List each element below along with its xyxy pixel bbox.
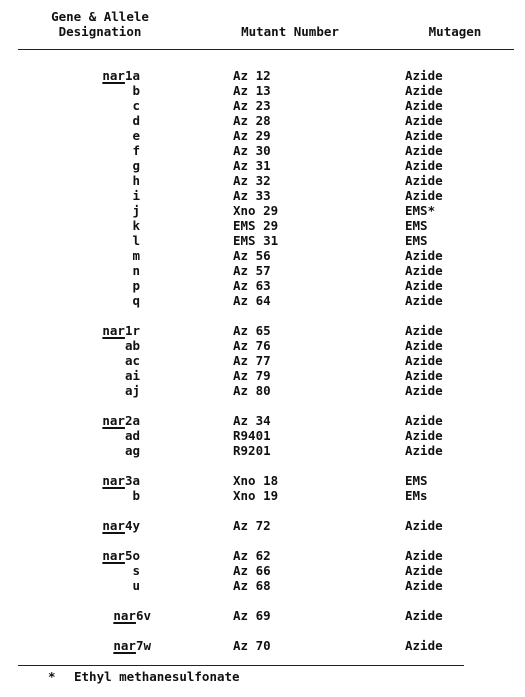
table-row	[0, 233, 525, 248]
gene-allele-cell	[125, 428, 140, 443]
table-row	[0, 98, 525, 113]
table-row	[0, 473, 525, 488]
mutant-number-cell: Az 70	[233, 638, 271, 653]
allele-designation: g	[132, 158, 140, 173]
gene-allele-cell	[132, 188, 140, 203]
allele-designation: ab	[124, 338, 140, 353]
mutagen-cell: Azide	[405, 443, 443, 458]
mutagen-cell: Azide	[405, 278, 443, 293]
allele-designation: k	[132, 218, 140, 233]
table-row	[0, 383, 525, 398]
mutant-number-cell: Az 62	[233, 548, 271, 563]
table-row	[0, 293, 525, 308]
mutant-number-cell: Az 66	[233, 563, 271, 578]
table-row	[0, 173, 525, 188]
gene-allele-cell	[102, 68, 140, 83]
allele-designation: aj	[124, 383, 140, 398]
mutant-number-cell: Xno 29	[233, 203, 279, 218]
gene-allele-column-header	[20, 9, 180, 39]
mutant-number-cell: Az 57	[233, 263, 271, 278]
mutagen-cell: Azide	[405, 368, 443, 383]
allele-designation: ai	[124, 368, 140, 383]
allele-designation: e	[132, 128, 140, 143]
table-row	[0, 143, 525, 158]
allele-designation: 1r	[124, 323, 140, 338]
table-row	[0, 113, 525, 128]
gene-allele-cell	[132, 143, 140, 158]
gene-symbol: nar	[102, 413, 125, 428]
table-row	[0, 128, 525, 143]
gene-allele-cell	[125, 443, 140, 458]
gene-symbol: nar	[102, 68, 125, 83]
gene-allele-cell	[132, 293, 140, 308]
gene-header-line-1: Gene & Allele	[51, 9, 149, 24]
gene-allele-cell	[132, 488, 140, 503]
mutagen-cell: Azide	[405, 548, 443, 563]
table-row	[0, 563, 525, 578]
allele-designation: 6v	[135, 608, 151, 623]
table-row	[0, 548, 525, 563]
gene-allele-cell	[102, 518, 140, 533]
allele-designation: 3a	[124, 473, 140, 488]
mutant-number-cell: Az 29	[233, 128, 271, 143]
mutant-number-cell: Az 76	[233, 338, 271, 353]
allele-designation: p	[132, 278, 140, 293]
allele-designation: q	[132, 293, 140, 308]
mutant-number-cell: Az 31	[233, 158, 271, 173]
table-row	[0, 578, 525, 593]
mutagen-cell: Azide	[405, 113, 443, 128]
mutant-number-cell: Az 34	[233, 413, 271, 428]
gene-allele-cell	[132, 578, 140, 593]
gene-symbol: nar	[102, 548, 125, 563]
table-row	[0, 353, 525, 368]
gene-allele-cell	[113, 608, 151, 623]
mutagen-cell: Azide	[405, 353, 443, 368]
allele-designation: ag	[124, 443, 140, 458]
mutagen-cell: EMS*	[405, 203, 436, 218]
mutagen-cell: Azide	[405, 563, 443, 578]
mutant-number-cell: EMS 31	[233, 233, 279, 248]
mutant-number-cell: Az 56	[233, 248, 271, 263]
allele-designation: m	[132, 248, 140, 263]
allele-designation: ad	[124, 428, 140, 443]
allele-designation: s	[132, 563, 140, 578]
mutagen-cell: Azide	[405, 143, 443, 158]
table-row	[0, 518, 525, 533]
mutagen-cell: Azide	[405, 188, 443, 203]
mutagen-cell: Azide	[405, 83, 443, 98]
gene-allele-cell	[132, 128, 140, 143]
mutagen-cell: Azide	[405, 413, 443, 428]
gene-allele-cell	[132, 278, 140, 293]
allele-designation: i	[132, 188, 140, 203]
allele-designation: 4y	[124, 518, 140, 533]
gene-allele-cell	[132, 248, 140, 263]
gene-allele-cell	[132, 173, 140, 188]
table-row	[0, 638, 525, 653]
allele-designation: ac	[124, 353, 140, 368]
gene-symbol: nar	[102, 518, 125, 533]
mutant-number-column-header: Mutant Number	[241, 24, 339, 39]
gene-symbol: nar	[113, 638, 136, 653]
mutant-number-cell: Az 63	[233, 278, 271, 293]
mutant-number-cell: EMS 29	[233, 218, 279, 233]
table-row	[0, 263, 525, 278]
mutagen-cell: Azide	[405, 68, 443, 83]
mutagen-cell: Azide	[405, 158, 443, 173]
gene-allele-cell	[132, 563, 140, 578]
footnote-text: Ethyl methanesulfonate	[74, 669, 240, 684]
table-row	[0, 338, 525, 353]
gene-allele-cell	[102, 413, 140, 428]
gene-allele-cell	[102, 323, 140, 338]
table-row	[0, 188, 525, 203]
allele-designation: 1a	[124, 68, 140, 83]
allele-designation: 7w	[135, 638, 151, 653]
gene-allele-cell	[132, 203, 140, 218]
table-row	[0, 248, 525, 263]
gene-allele-cell	[102, 548, 140, 563]
mutagen-cell: Azide	[405, 173, 443, 188]
gene-allele-cell	[132, 263, 140, 278]
mutant-number-cell: Xno 19	[233, 488, 279, 503]
allele-designation: f	[132, 143, 140, 158]
table-row	[0, 83, 525, 98]
allele-designation: 2a	[124, 413, 140, 428]
table-row	[0, 428, 525, 443]
mutagen-cell: Azide	[405, 263, 443, 278]
mutagen-cell: Azide	[405, 338, 443, 353]
mutant-number-cell: Az 80	[233, 383, 271, 398]
mutant-number-cell: Az 72	[233, 518, 271, 533]
allele-designation: c	[132, 98, 140, 113]
mutagen-cell: Azide	[405, 518, 443, 533]
gene-allele-cell	[125, 368, 140, 383]
footnote-rule	[18, 665, 464, 666]
mutant-number-cell: Xno 18	[233, 473, 279, 488]
gene-allele-cell	[132, 233, 140, 248]
gene-allele-cell	[132, 158, 140, 173]
mutant-number-cell: Az 77	[233, 353, 271, 368]
mutagen-cell: Azide	[405, 638, 443, 653]
footnote-mark: *	[48, 669, 56, 684]
table-row	[0, 323, 525, 338]
allele-designation: h	[132, 173, 140, 188]
gene-allele-cell	[132, 113, 140, 128]
mutagen-cell: Azide	[405, 128, 443, 143]
mutant-number-cell: R9201	[233, 443, 271, 458]
gene-symbol: nar	[102, 323, 125, 338]
mutant-number-cell: Az 68	[233, 578, 271, 593]
header-rule	[18, 49, 514, 50]
gene-allele-cell	[132, 98, 140, 113]
table-row	[0, 608, 525, 623]
table-row	[0, 218, 525, 233]
allele-designation: j	[132, 203, 140, 218]
allele-designation: l	[132, 233, 140, 248]
mutagen-cell: Azide	[405, 428, 443, 443]
mutagen-cell: EMs	[405, 488, 428, 503]
mutagen-cell: Azide	[405, 578, 443, 593]
table-row	[0, 203, 525, 218]
gene-allele-cell	[125, 338, 140, 353]
mutagen-cell: Azide	[405, 323, 443, 338]
mutant-number-cell: Az 32	[233, 173, 271, 188]
allele-designation: n	[132, 263, 140, 278]
mutagen-cell: EMS	[405, 233, 428, 248]
mutagen-cell: Azide	[405, 248, 443, 263]
table-row	[0, 413, 525, 428]
table-row	[0, 158, 525, 173]
mutant-number-cell: Az 69	[233, 608, 271, 623]
mutant-number-cell: Az 79	[233, 368, 271, 383]
mutant-number-cell: Az 30	[233, 143, 271, 158]
mutagen-cell: EMS	[405, 473, 428, 488]
table-row	[0, 488, 525, 503]
gene-allele-cell	[132, 218, 140, 233]
allele-designation: 5o	[124, 548, 140, 563]
mutant-number-cell: Az 13	[233, 83, 271, 98]
mutant-number-cell: R9401	[233, 428, 271, 443]
mutagen-cell: Azide	[405, 608, 443, 623]
gene-header-line-2: Designation	[58, 24, 142, 39]
mutant-number-cell: Az 33	[233, 188, 271, 203]
mutagen-cell: Azide	[405, 383, 443, 398]
mutant-number-cell: Az 12	[233, 68, 271, 83]
gene-allele-cell	[132, 83, 140, 98]
mutant-number-cell: Az 65	[233, 323, 271, 338]
mutant-number-cell: Az 64	[233, 293, 271, 308]
mutagen-cell: EMS	[405, 218, 428, 233]
allele-designation: u	[132, 578, 140, 593]
mutagen-column-header: Mutagen	[428, 24, 482, 39]
footnote	[48, 669, 240, 684]
mutagen-cell: Azide	[405, 293, 443, 308]
gene-allele-cell	[125, 353, 140, 368]
mutagen-cell: Azide	[405, 98, 443, 113]
mutant-number-cell: Az 28	[233, 113, 271, 128]
gene-allele-cell	[102, 473, 140, 488]
gene-symbol: nar	[113, 608, 136, 623]
gene-symbol: nar	[102, 473, 125, 488]
mutant-number-cell: Az 23	[233, 98, 271, 113]
gene-allele-cell	[125, 383, 140, 398]
table-row	[0, 68, 525, 83]
table-row	[0, 443, 525, 458]
allele-designation: d	[132, 113, 140, 128]
gene-allele-cell	[113, 638, 151, 653]
table-row	[0, 278, 525, 293]
table-row	[0, 368, 525, 383]
allele-designation: b	[132, 83, 140, 98]
allele-designation: b	[132, 488, 140, 503]
